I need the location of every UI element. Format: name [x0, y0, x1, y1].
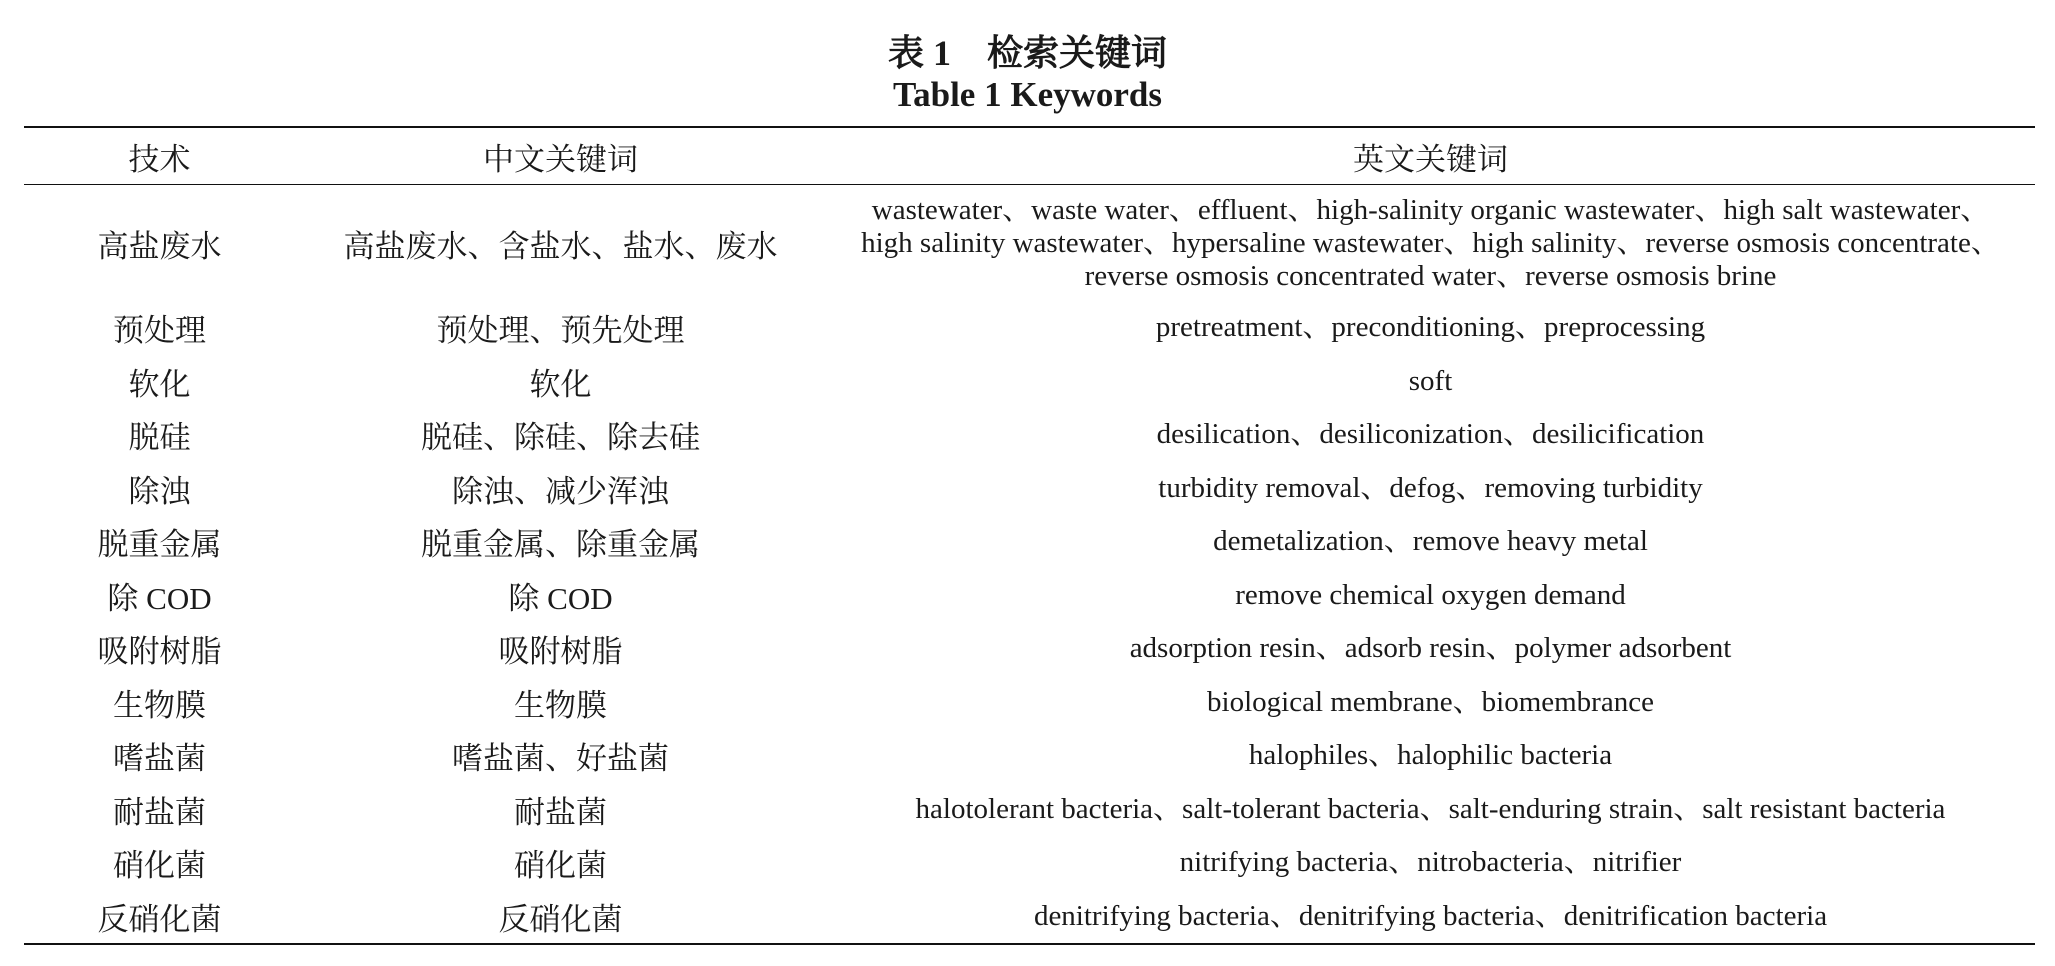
table-row: [24, 783, 2035, 837]
chinese-keywords-cell: 除 COD: [508, 580, 613, 616]
table-row: [24, 515, 2035, 569]
chinese-keywords-cell: 除浊、减少浑浊: [452, 473, 669, 509]
table-row: [24, 836, 2035, 890]
english-keywords-cell: [826, 622, 2035, 676]
table-row: [24, 355, 2035, 409]
technology-cell: 高盐废水: [97, 228, 222, 264]
table-row: [24, 408, 2035, 462]
chinese-keywords-cell: 软化: [529, 366, 592, 402]
chinese-keywords-cell: 脱硅、除硅、除去硅: [421, 420, 700, 456]
chinese-keywords-cell: 耐盐菌: [514, 794, 607, 830]
english-keywords-line: pretreatment、preconditioning、preprocessing: [1155, 311, 1706, 344]
english-keywords-line: reverse osmosis concentrated water、reverse osmosis brine: [1084, 259, 1777, 292]
english-keywords-line: high salinity wastewater、hypersaline wastewater、high salinity、reverse osmosis concentrate、: [861, 226, 2000, 259]
technology-cell: 生物膜: [113, 687, 206, 723]
technology-cell: 除 COD: [107, 580, 212, 616]
table-row: [24, 301, 2035, 355]
table-row: [24, 622, 2035, 676]
table-row: [24, 890, 2035, 944]
chinese-keywords-cell: 反硝化菌: [498, 901, 623, 937]
technology-cell: 软化: [128, 366, 191, 402]
table-row: [24, 185, 2035, 301]
english-keywords-cell: [826, 569, 2035, 623]
english-keywords-cell: [826, 301, 2035, 355]
header-row: [24, 128, 2035, 185]
keywords-table: [24, 126, 2035, 945]
english-keywords-cell: [826, 783, 2035, 837]
english-keywords-line: wastewater、waste water、effluent、high-salinity organic wastewater、high salt wastewater、: [871, 193, 1990, 226]
english-keywords-line: demetalization、remove heavy metal: [1213, 525, 1648, 558]
english-keywords-line: halotolerant bacteria、salt-tolerant bacteria、salt-enduring strain、salt resistant bacteria: [915, 792, 1946, 825]
english-keywords-cell: [826, 729, 2035, 783]
table-row: [24, 462, 2035, 516]
chinese-keywords-cell: 生物膜: [514, 687, 607, 723]
header-cell-chinese-keywords: 中文关键词: [483, 141, 638, 177]
english-keywords-line: biological membrane、biomembrance: [1207, 685, 1654, 718]
technology-cell: 脱重金属: [97, 527, 222, 563]
technology-cell: 脱硅: [128, 420, 191, 456]
chinese-keywords-cell: 吸附树脂: [498, 634, 623, 670]
english-keywords-line: denitrifying bacteria、denitrifying bacteria、denitrification bacteria: [1033, 899, 1828, 932]
technology-cell: 嗜盐菌: [113, 741, 206, 777]
chinese-keywords-cell: 嗜盐菌、好盐菌: [452, 741, 669, 777]
table-row: [24, 676, 2035, 730]
english-keywords-cell: [826, 515, 2035, 569]
english-keywords-line: adsorption resin、adsorb resin、polymer adsorbent: [1129, 632, 1732, 665]
technology-cell: 吸附树脂: [97, 634, 222, 670]
english-keywords-line: soft: [1408, 364, 1453, 397]
english-keywords-line: halophiles、halophilic bacteria: [1248, 739, 1613, 772]
header-cell-technology: 技术: [128, 141, 191, 177]
chinese-keywords-cell: 硝化菌: [514, 848, 607, 884]
table-title: 表 1 检索关键词: [887, 33, 1167, 73]
english-keywords-cell: [826, 408, 2035, 462]
chinese-keywords-cell: 预处理、预先处理: [436, 313, 685, 349]
chinese-keywords-cell: 脱重金属、除重金属: [421, 527, 700, 563]
chinese-keywords-cell: 高盐废水、含盐水、盐水、废水: [343, 228, 778, 264]
english-keywords-line: remove chemical oxygen demand: [1235, 578, 1626, 611]
english-keywords-cell: [826, 890, 2035, 944]
english-keywords-cell: [826, 836, 2035, 890]
english-keywords-line: desilication、desiliconization、desilicification: [1156, 418, 1705, 451]
table-row: [24, 569, 2035, 623]
english-keywords-cell: [826, 676, 2035, 730]
english-keywords-line: nitrifying bacteria、nitrobacteria、nitrifier: [1179, 846, 1682, 879]
english-keywords-cell: [826, 185, 2035, 301]
header-cell-english-keywords: 英文关键词: [1353, 141, 1508, 177]
english-keywords-cell: [826, 355, 2035, 409]
table-row: [24, 729, 2035, 783]
technology-cell: 硝化菌: [113, 848, 206, 884]
technology-cell: 反硝化菌: [97, 901, 222, 937]
english-keywords-cell: [826, 462, 2035, 516]
technology-cell: 除浊: [128, 473, 191, 509]
table-subtitle: Table 1 Keywords: [892, 75, 1162, 114]
english-keywords-line: turbidity removal、defog、removing turbidity: [1158, 471, 1703, 504]
technology-cell: 预处理: [113, 313, 206, 349]
technology-cell: 耐盐菌: [113, 794, 206, 830]
